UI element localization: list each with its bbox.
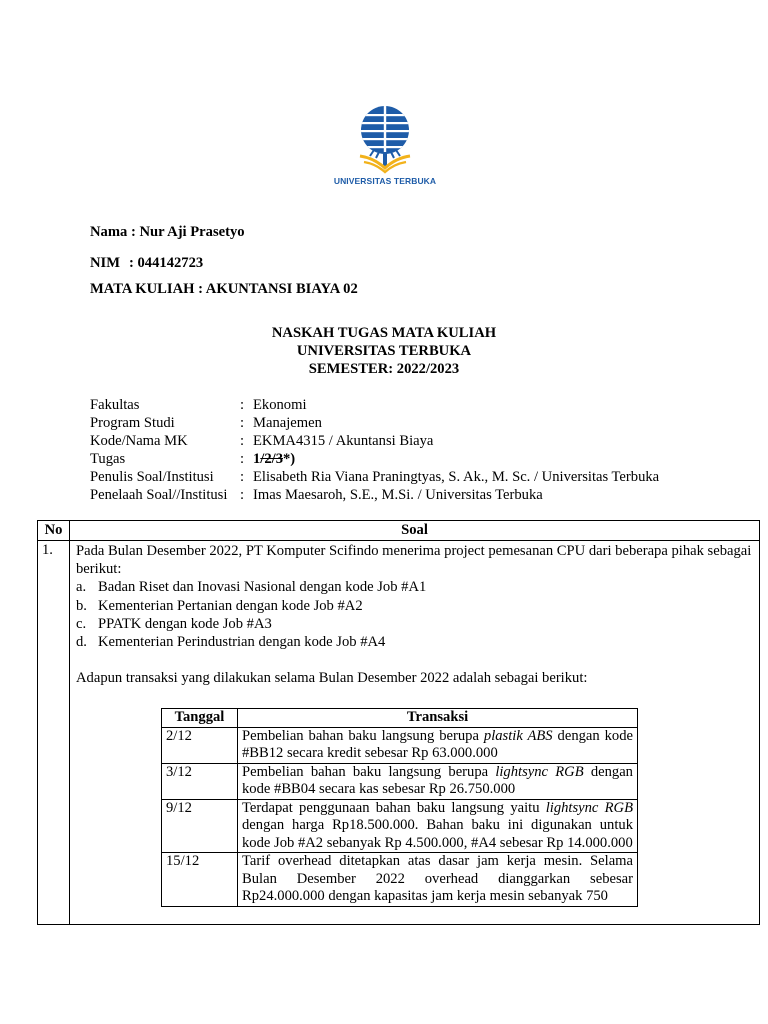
info-colon: : [240, 415, 245, 431]
heading-line-1: NASKAH TUGAS MATA KULIAH [271, 325, 497, 341]
tugas-suffix: *) [283, 451, 296, 467]
student-nim [90, 255, 203, 272]
info-label: Penulis Soal/Institusi [90, 469, 214, 485]
tx-date: 15/12 [162, 853, 238, 907]
header-soal: Soal [401, 522, 428, 538]
info-colon: : [240, 451, 245, 467]
table-row [162, 763, 638, 799]
question-intro: Pada Bulan Desember 2022, PT Komputer Scifindo menerima project pemesanan CPU dari beberapa pihak sebagai berikut: [76, 543, 752, 578]
list-marker: a. [76, 579, 87, 596]
transactions-intro: Adapun transaksi yang dilakukan selama Bulan Desember 2022 adalah sebagai berikut: [76, 670, 588, 687]
info-row-kode-mk [90, 432, 659, 450]
question-table [37, 520, 760, 925]
info-value: Imas Maesaroh, S.E., M.Si. / Universitas Terbuka [253, 487, 543, 503]
info-label: Kode/Nama MK [90, 433, 188, 449]
tx-date: 3/12 [162, 763, 238, 799]
info-colon: : [240, 469, 245, 485]
info-value: Elisabeth Ria Viana Praningtyas, S. Ak., M. Sc. / Universitas Terbuka [253, 469, 660, 485]
course-info [90, 396, 659, 504]
list-item [76, 633, 756, 651]
logo-text: UNIVERSITAS TERBUKA [333, 176, 437, 186]
info-row-penulis [90, 468, 659, 486]
list-marker: d. [76, 634, 87, 651]
info-label: Program Studi [90, 415, 175, 431]
list-item [76, 597, 756, 615]
transactions-header-row [162, 709, 638, 728]
question-number: 1. [42, 542, 53, 558]
student-name: Nama : Nur Aji Prasetyo [90, 224, 245, 240]
tx-desc: Tarif overhead ditetapkan atas dasar jam kerja mesin. Selama Bulan Desember 2022 overhead dianggarkan sebesar Rp24.000.000 dengan kapasitas jam kerja mesin sebanyak 750 [238, 853, 638, 907]
info-label: Penelaah Soal//Institusi [90, 487, 228, 503]
question-content [76, 542, 756, 687]
table-row [162, 853, 638, 907]
tx-desc: Pembelian bahan baku langsung berupa lightsync RGB dengan kode #BB04 secara kas sebesar Rp 26.750.000 [238, 763, 638, 799]
info-label: Tugas [90, 451, 126, 467]
column-divider [69, 521, 70, 924]
tx-date: 2/12 [162, 727, 238, 763]
info-row-prodi [90, 414, 659, 432]
info-value: Ekonomi [253, 397, 307, 413]
info-colon: : [240, 433, 245, 449]
transactions-table [161, 708, 638, 907]
tx-desc: Pembelian bahan baku langsung berupa plastik ABS dengan kode #BB12 secara kredit sebesar Rp 63.000.000 [238, 727, 638, 763]
info-colon: : [240, 397, 245, 413]
heading-line-3: SEMESTER: 2022/2023 [308, 361, 460, 377]
info-value: EKMA4315 / Akuntansi Biaya [253, 433, 434, 449]
list-item [76, 615, 756, 633]
list-text: Kementerian Pertanian dengan kode Job #A2 [98, 597, 363, 614]
nim-label: NIM [90, 255, 120, 271]
info-row-penelaah [90, 486, 659, 504]
tx-date: 9/12 [162, 799, 238, 853]
tugas-number: 1 [253, 451, 261, 467]
list-marker: c. [76, 615, 87, 632]
header-no: No [44, 522, 63, 538]
header-transaksi: Transaksi [238, 709, 638, 728]
list-text: Badan Riset dan Inovasi Nasional dengan kode Job #A1 [98, 579, 427, 596]
info-row-fakultas [90, 396, 659, 414]
doc-heading [0, 324, 768, 378]
tx-desc: Terdapat penggunaan bahan baku langsung yaitu lightsync RGB dengan harga Rp18.500.000. Bahan baku ini digunakan untuk kode Job #A2 sebanyak Rp 4.500.000, #A4 sebesar Rp 14.000.000 [238, 799, 638, 853]
list-text: PPATK dengan kode Job #A3 [98, 615, 272, 632]
table-row [162, 727, 638, 763]
table-row [162, 799, 638, 853]
info-colon: : [240, 487, 245, 503]
list-marker: b. [76, 597, 87, 614]
heading-line-2: UNIVERSITAS TERBUKA [296, 343, 472, 359]
info-value: Manajemen [253, 415, 322, 431]
info-row-tugas [90, 450, 659, 468]
header-divider [38, 540, 759, 541]
tugas-struck-options: /2/3 [260, 451, 283, 467]
list-item [76, 578, 756, 596]
list-text: Kementerian Perindustrian dengan kode Job #A4 [98, 634, 386, 651]
header-tanggal: Tanggal [162, 709, 238, 728]
nim-value: : 044142723 [129, 255, 204, 271]
course-title: MATA KULIAH : AKUNTANSI BIAYA 02 [90, 281, 358, 297]
info-label: Fakultas [90, 397, 140, 413]
